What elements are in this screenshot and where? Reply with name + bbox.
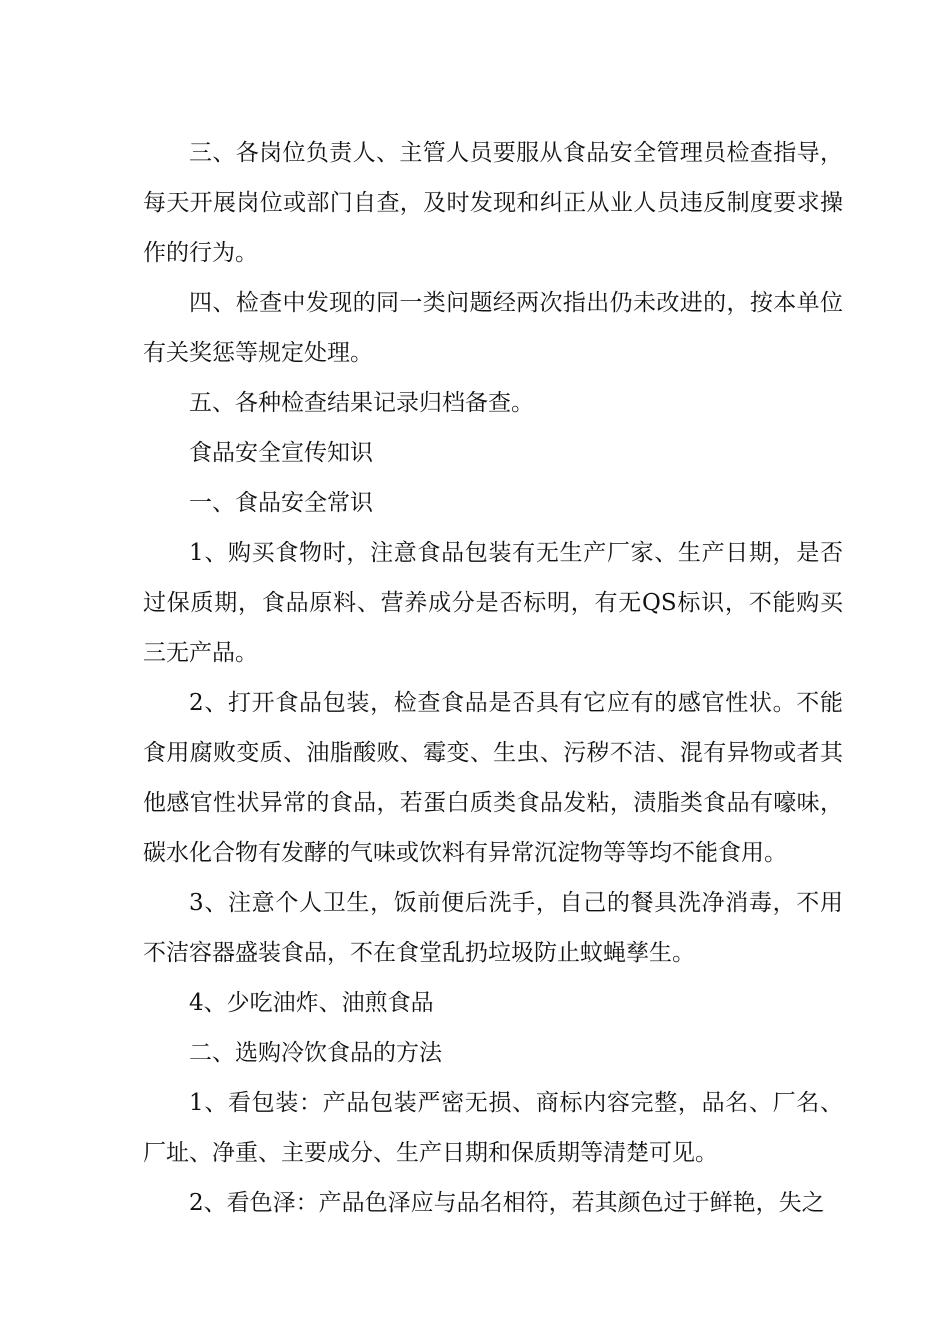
list-item: 2、看色泽：产品色泽应与品名相符，若其颜色过于鲜艳，失之: [189, 1190, 825, 1216]
section-heading-1: 一、食品安全常识: [189, 490, 373, 516]
list-item: 3、注意个人卫生，饭前便后洗手，自己的餐具洗净消毒，不用不洁容器盛装食品，不在食堂乱扔垃圾防止蚊蝇孳生。: [143, 890, 843, 966]
list-item: 1、看包装：产品包装严密无损、商标内容完整，品名、厂名、厂址、净重、主要成分、生产日期和保质期等清楚可见。: [143, 1090, 843, 1166]
list-item: 4、少吃油炸、油煎食品: [189, 990, 434, 1016]
list-item: 2、打开食品包装，检查食品是否具有它应有的感官性状。不能食用腐败变质、油脂酸败、霉变、生虫、污秽不洁、混有异物或者其他感官性状异常的食品，若蛋白质类食品发粘，渍脂类食品有嚎味，碳水化合物有发酵的气味或饮料有异常沉淀物等等均不能食用。: [143, 690, 843, 866]
paragraph-rule-3: 三、各岗位负责人、主管人员要服从食品安全管理员检查指导，每天开展岗位或部门自查，及时发现和纠正从业人员违反制度要求操作的行为。: [143, 140, 843, 266]
paragraph-rule-5: 五、各种检查结果记录归档备查。: [189, 390, 534, 416]
section-title: 食品安全宣传知识: [189, 440, 373, 466]
list-item: 1、购买食物时，注意食品包装有无生产厂家、生产日期，是否过保质期，食品原料、营养成分是否标明，有无QS标识，不能购买三无产品。: [143, 540, 843, 666]
paragraph-rule-4: 四、检查中发现的同一类问题经两次指出仍未改进的，按本单位有关奖惩等规定处理。: [143, 290, 843, 366]
section-heading-2: 二、选购冷饮食品的方法: [189, 1040, 442, 1066]
document-body: [143, 128, 843, 1228]
